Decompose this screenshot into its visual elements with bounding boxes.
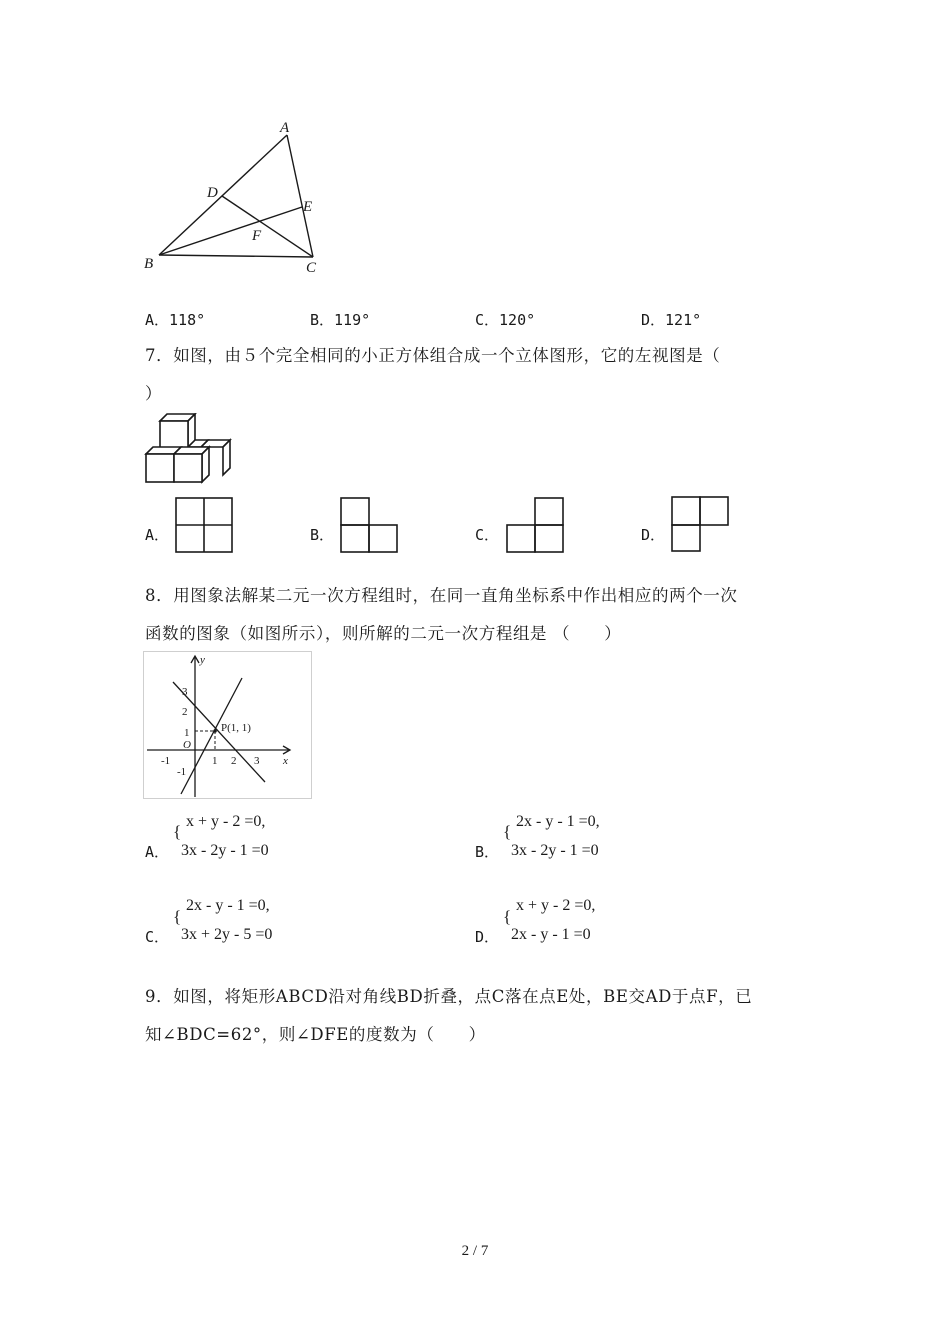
y-tick-3: 3 bbox=[182, 686, 188, 698]
y-axis-label: y bbox=[200, 654, 205, 666]
point-p-label: P(1, 1) bbox=[221, 722, 251, 734]
q7-text-line1: 7．如图，由５个完全相同的小正方体组合成一个立体图形，它的左视图是（ bbox=[145, 346, 721, 365]
q8-option-a-label[interactable]: A． bbox=[145, 843, 170, 861]
triangle-figure bbox=[135, 115, 335, 280]
q8-option-d-eq2: 2x - y - 1 =0 bbox=[511, 926, 591, 943]
q6-option-c[interactable]: C．120° bbox=[475, 311, 536, 329]
q8-option-b-eq2: 3x - 2y - 1 =0 bbox=[511, 842, 599, 859]
q8-option-d-brace: { bbox=[503, 907, 512, 926]
y-tick-1: 1 bbox=[184, 727, 190, 739]
q9-text-line2: 知∠BDC=62°，则∠DFE的度数为（ ） bbox=[145, 1025, 486, 1044]
q8-option-c-label[interactable]: C． bbox=[145, 928, 170, 946]
q8-option-a-eq1: x + y - 2 =0, bbox=[186, 813, 266, 830]
q8-option-d-eq1: x + y - 2 =0, bbox=[516, 897, 596, 914]
point-p bbox=[213, 729, 217, 733]
q8-option-b-eq1: 2x - y - 1 =0, bbox=[516, 813, 600, 830]
label-d: D bbox=[207, 185, 218, 201]
coordinate-graph bbox=[143, 651, 313, 801]
origin-label: O bbox=[183, 739, 191, 751]
q8-text-line1: 8．用图象法解某二元一次方程组时，在同一直角坐标系中作出相应的两个一次 bbox=[145, 586, 738, 605]
q7-option-b-label[interactable]: B． bbox=[310, 526, 335, 544]
y-tick-neg1: -1 bbox=[177, 766, 187, 778]
q6-option-d[interactable]: D．121° bbox=[641, 311, 702, 329]
x-axis-label: x bbox=[283, 755, 288, 767]
q7-option-c-label[interactable]: C． bbox=[475, 526, 500, 544]
x-tick-3: 3 bbox=[254, 755, 260, 767]
q7-option-a-label[interactable]: A． bbox=[145, 526, 170, 544]
q6-option-a[interactable]: A．118° bbox=[145, 311, 206, 329]
label-f: F bbox=[252, 228, 262, 244]
cubes-figure bbox=[143, 413, 235, 485]
label-c: C bbox=[306, 260, 317, 276]
q7-option-d-view[interactable] bbox=[671, 495, 731, 553]
label-a: A bbox=[280, 120, 290, 136]
label-e: E bbox=[303, 199, 313, 215]
x-tick-2: 2 bbox=[231, 755, 237, 767]
q8-option-d-label[interactable]: D． bbox=[475, 928, 500, 946]
page-number: 2 / 7 bbox=[461, 1243, 489, 1259]
q8-option-a-brace: { bbox=[173, 822, 182, 841]
q8-option-c-eq1: 2x - y - 1 =0, bbox=[186, 897, 270, 914]
q8-option-b-label[interactable]: B． bbox=[475, 843, 500, 861]
q8-option-c-eq2: 3x + 2y - 5 =0 bbox=[181, 926, 273, 943]
q6-option-b[interactable]: B．119° bbox=[310, 311, 371, 329]
x-tick-1: 1 bbox=[212, 755, 218, 767]
q7-option-d-label[interactable]: D． bbox=[641, 526, 666, 544]
q8-option-b-brace: { bbox=[503, 822, 512, 841]
y-tick-2: 2 bbox=[182, 706, 188, 718]
q7-option-c-view[interactable] bbox=[506, 497, 566, 555]
q7-option-a-view[interactable] bbox=[175, 497, 235, 555]
q8-option-c-brace: { bbox=[173, 907, 182, 926]
q7-text-line2: ） bbox=[145, 384, 163, 403]
q8-option-a-eq2: 3x - 2y - 1 =0 bbox=[181, 842, 269, 859]
q8-text-line2: 函数的图象（如图所示），则所解的二元一次方程组是 （ ） bbox=[145, 624, 622, 643]
q9-text-line1: 9．如图，将矩形ABCD沿对角线BD折叠，点C落在点E处，BE交AD于点F，已 bbox=[145, 987, 753, 1006]
x-tick-neg1: -1 bbox=[161, 755, 171, 767]
q7-option-b-view[interactable] bbox=[340, 497, 400, 555]
label-b: B bbox=[144, 256, 154, 272]
